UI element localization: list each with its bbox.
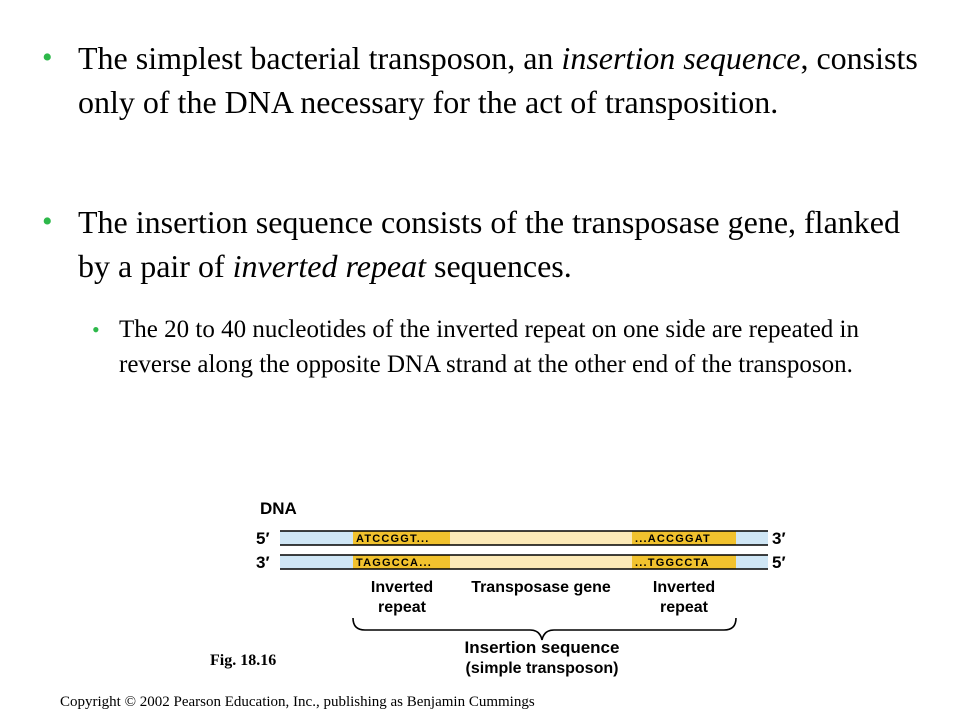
transposase-gene-label: Transposase gene — [471, 579, 611, 596]
left-bottom-sequence: TAGGCCA... — [356, 557, 432, 569]
bullet-2-part-3: sequences. — [426, 248, 572, 284]
bullet-1-term-insertion-sequence: insertion sequence — [561, 40, 801, 76]
bullet-2-part-1: The insertion sequence consists of the transposase gene, flanked by a pair of — [78, 204, 900, 284]
bottom-right-end-label: 5′ — [772, 553, 786, 572]
bottom-left-end-label: 3′ — [256, 553, 270, 572]
right-repeat-label-line-2: repeat — [659, 599, 709, 616]
bottom-strand-left-flank — [280, 555, 353, 569]
dna-title: DNA — [260, 499, 297, 518]
bullet-2-text — [78, 200, 928, 288]
bullet-marker: • — [42, 205, 53, 238]
bullet-marker: • — [42, 41, 53, 74]
figure-caption: Fig. 18.16 — [210, 652, 277, 669]
bullet-1-part-1: The simplest bacterial transposon, an — [78, 40, 562, 76]
right-repeat-label-line-1: Inverted — [652, 579, 716, 596]
insertion-sequence-label: Insertion sequence — [464, 638, 620, 657]
left-repeat-label-line-2: repeat — [377, 599, 427, 616]
top-strand-left-flank — [280, 531, 353, 545]
sub-bullet-marker: • — [92, 317, 100, 342]
top-right-end-label: 3′ — [772, 529, 786, 548]
transposon-diagram — [250, 490, 810, 690]
bullet-1-text — [78, 36, 928, 124]
top-left-end-label: 5′ — [256, 529, 270, 548]
copyright-notice: Copyright © 2002 Pearson Education, Inc., publishing as Benjamin Cummings — [60, 694, 535, 710]
bullet-1-part-3: , consists only of the DNA necessary for the act of transposition. — [78, 40, 918, 120]
right-bottom-sequence: ...TGGCCTA — [635, 557, 710, 569]
left-repeat-label-line-1: Inverted — [370, 579, 434, 596]
bottom-strand-right-flank — [736, 555, 768, 569]
insertion-sequence-brace — [353, 618, 736, 640]
simple-transposon-label: (simple transposon) — [465, 660, 619, 677]
sub-bullet-text: The 20 to 40 nucleotides of the inverted repeat on one side are repeated in reverse along the opposite DNA strand at the other end of the transposon. — [119, 316, 859, 378]
right-top-sequence: ...ACCGGAT — [635, 533, 711, 545]
left-top-sequence: ATCCGGT... — [356, 533, 430, 545]
top-strand-right-flank — [736, 531, 768, 545]
bullet-2-term-inverted-repeat: inverted repeat — [232, 248, 427, 284]
